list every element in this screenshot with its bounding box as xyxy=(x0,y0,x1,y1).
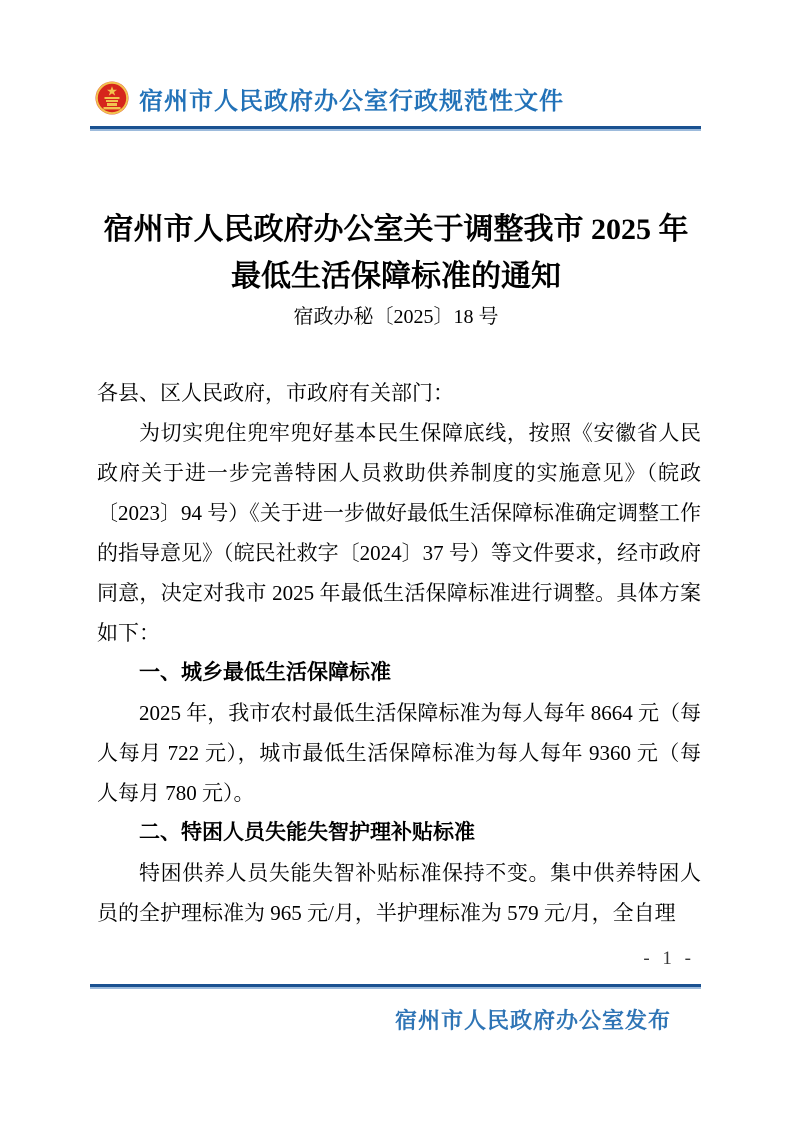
section-heading-1: 一、城乡最低生活保障标准 xyxy=(139,661,391,684)
document-title xyxy=(88,206,704,300)
salutation-line: 各县、区人民政府，市政府有关部门： xyxy=(97,381,454,405)
paragraph-intro: 为切实兜住兜牢兜好基本民生保障底线，按照《安徽省人民政府关于进一步完善特困人员救助供养制度的实施意见》（皖政〔2023〕94 号）《关于进一步做好最低生活保障标准确定调整工作的指导意见》（皖民社救字〔2024〕37 号）等文件要求，经市政府同意，决定对我市 2025 年最低生活保障标准进行调整。具体方案如下： xyxy=(97,421,701,645)
paragraph-subsidy: 特困供养人员失能失智补贴标准保持不变。集中供养特困人员的全护理标准为 965 元/月，半护理标准为 579 元/月，全自理 xyxy=(97,861,701,925)
section-heading-2: 二、特困人员失能失智护理补贴标准 xyxy=(139,821,475,844)
header-banner xyxy=(94,80,704,116)
page-number: - 1 - xyxy=(643,948,695,969)
footer-divider xyxy=(90,984,701,989)
header-banner-text: 宿州市人民政府办公室行政规范性文件 xyxy=(139,87,564,115)
china-national-emblem-icon xyxy=(94,80,130,116)
document-title-line1: 宿州市人民政府办公室关于调整我市 2025 年 xyxy=(103,213,689,246)
paragraph-standards: 2025 年，我市农村最低生活保障标准为每人每年 8664 元（每人每月 722 元），城市最低生活保障标准为每人每年 9360 元（每人每月 780 元）。 xyxy=(97,701,701,805)
header-divider xyxy=(90,126,701,131)
document-number: 宿政办秘〔2025〕18 号 xyxy=(293,306,499,328)
document-title-line2: 最低生活保障标准的通知 xyxy=(231,260,561,293)
publisher-line: 宿州市人民政府办公室发布 xyxy=(394,1008,671,1033)
document-body xyxy=(97,373,701,933)
